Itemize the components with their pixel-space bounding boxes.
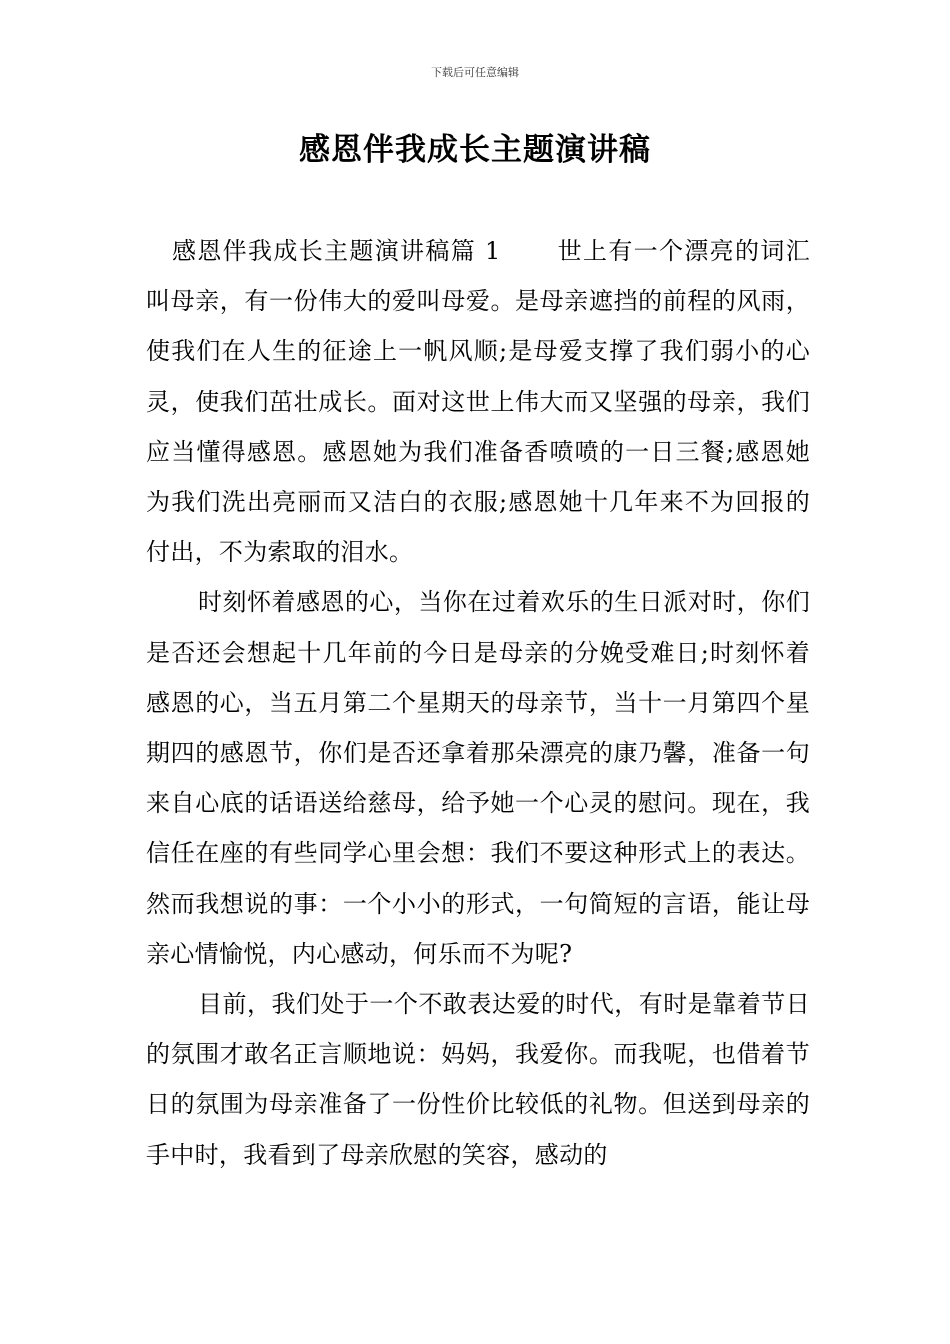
section-heading: 感恩伴我成长主题演讲稿篇 1 (172, 237, 501, 265)
paragraph-2: 时刻怀着感恩的心，当你在过着欢乐的生日派对时，你们是否还会想起十几年前的今日是母亲的分娩受难日;时刻怀着感恩的心，当五月第二个星期天的母亲节，当十一月第四个星期四的感恩节，你们是否还拿着那朵漂亮的康乃馨，准备一句来自心底的话语送给慈母，给予她一个心灵的慰问。现在，我信任在座的有些同学心里会想：我们不要这种形式上的表达。然而我想说的事：一个小小的形式，一句简短的言语，能让母亲心情愉悦，内心感动，何乐而不为呢? (146, 588, 810, 968)
header-note: 下载后可任意编辑 (431, 66, 519, 79)
document-title: 感恩伴我成长主题演讲稿 (299, 132, 651, 168)
paragraph-3: 目前，我们处于一个不敢表达爱的时代，有时是靠着节日的氛围才敢名正言顺地说：妈妈，我爱你。而我呢，也借着节日的氛围为母亲准备了一份性价比较低的礼物。但送到母亲的手中时，我看到了母亲欣慰的笑容，感动的 (146, 990, 810, 1169)
paragraph-1 (146, 226, 810, 577)
paragraph-1-text: 世上有一个漂亮的词汇叫母亲，有一份伟大的爱叫母爱。是母亲遮挡的前程的风雨，使我们在人生的征途上一帆风顺;是母爱支撑了我们弱小的心灵，使我们茁壮成长。面对这世上伟大而又坚强的母亲，我们应当懂得感恩。感恩她为我们准备香喷喷的一日三餐;感恩她为我们洗出亮丽而又洁白的衣服;感恩她十几年来不为回报的付出，不为索取的泪水。 (146, 237, 810, 567)
document-body (146, 226, 810, 1180)
